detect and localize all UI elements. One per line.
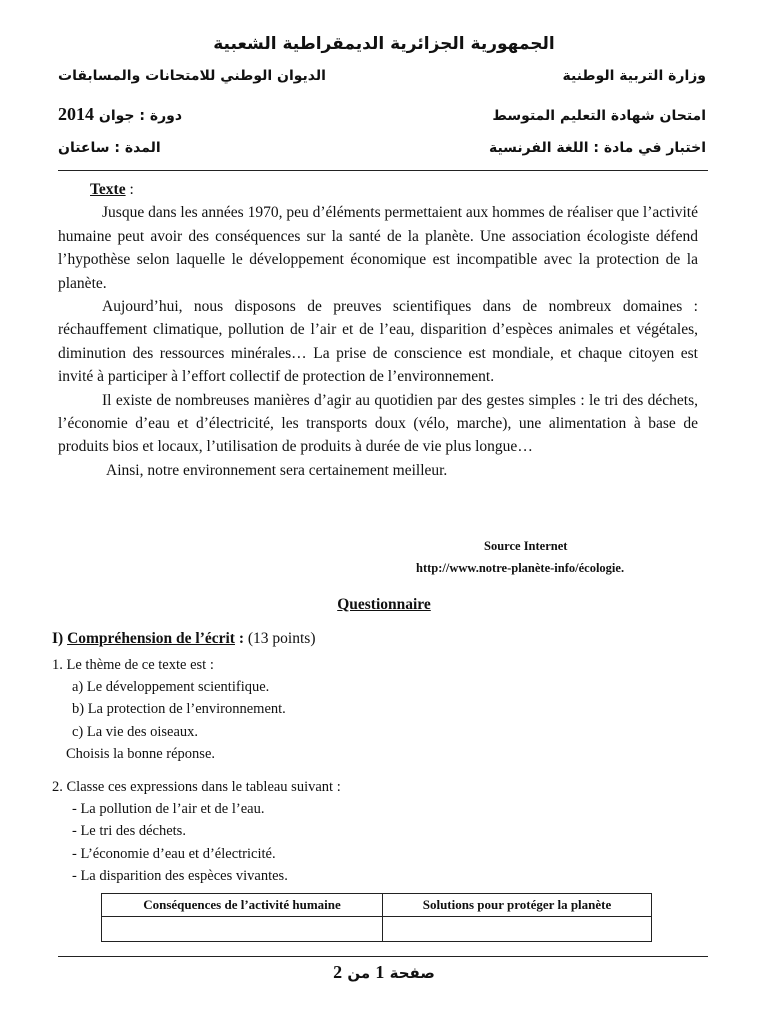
table-header-consequences: Conséquences de l’activité humaine — [102, 894, 383, 917]
header-row-2 — [58, 104, 706, 125]
header-row-1 — [58, 68, 706, 84]
section-1-heading: I) Compréhension de l’écrit : (13 points) — [52, 630, 316, 647]
question-2-item-1: - La pollution de l’air et de l’eau. — [72, 801, 265, 818]
table-cell-solutions — [383, 917, 652, 942]
exam-duration: المدة : ساعتان — [58, 140, 161, 156]
question-1-option-a: a) Le développement scientifique. — [72, 679, 270, 696]
text-paragraph-3: Il existe de nombreuses manières d’agir au quotidien par des gestes simples : le tri des déchets, l’économie d’eau et d’électricité, les transports doux (vélo, marche), une alimentation à base de produits bios et locaux, l’utilisation de produits à durée de vie plus longue… — [58, 391, 698, 456]
questionnaire-title: Questionnaire — [337, 596, 431, 613]
question-2-stem: 2. Classe ces expressions dans le tableau suivant : — [52, 779, 341, 795]
table-row — [102, 917, 652, 942]
source-url: http://www.notre-planète-info/écologie. — [416, 561, 625, 575]
classification-table — [101, 893, 652, 942]
question-2 — [52, 776, 692, 887]
office-name: الديوان الوطني للامتحانات والمسابقات — [58, 68, 326, 84]
republic-heading: الجمهورية الجزائرية الديمقراطية الشعبية — [213, 34, 555, 54]
question-1-option-b: b) La protection de l’environnement. — [72, 701, 286, 718]
footer-divider — [58, 956, 708, 957]
question-1-option-c: c) La vie des oiseaux. — [72, 723, 199, 740]
text-paragraph-1: Jusque dans les années 1970, peu d’éléments permettaient aux hommes de réaliser que l’activité humaine peut avoir des conséquences sur la santé de la planète. Une association écologiste défend l’hypothèse selon laquelle le développement économique est incompatible avec la protection de la planète. — [58, 204, 698, 292]
exam-session — [58, 104, 182, 125]
text-title: Texte : — [90, 181, 134, 198]
table-header-row — [102, 894, 652, 917]
question-1-instruction: Choisis la bonne réponse. — [66, 745, 216, 762]
page-number: صفحة 1 من 2 — [333, 962, 435, 982]
header-row-3 — [58, 140, 706, 156]
source-label: Source Internet — [484, 539, 568, 553]
exam-name: امتحان شهادة التعليم المتوسط — [492, 108, 706, 124]
exam-subject: اختبار في مادة : اللغة الفرنسية — [488, 140, 706, 156]
header-divider — [58, 170, 708, 171]
ministry-name: وزارة التربية الوطنية — [562, 68, 706, 84]
question-2-item-2: - Le tri des déchets. — [72, 823, 186, 840]
table-header-solutions: Solutions pour protéger la planète — [383, 894, 652, 917]
session-label: دورة : جوان — [98, 108, 183, 124]
reading-text — [58, 178, 698, 482]
question-1-stem: 1. Le thème de ce texte est : — [52, 657, 214, 673]
question-2-item-3: - L’économie d’eau et d’électricité. — [72, 845, 276, 862]
question-2-item-4: - La disparition des espèces vivantes. — [72, 867, 288, 884]
session-year: 2014 — [58, 104, 94, 124]
text-paragraph-2: Aujourd’hui, nous disposons de preuves scientifiques dans de nombreux domaines : réchauffement climatique, pollution de l’air et de l’eau, disparition d’espèces animales et végétales, diminution des ressources minérales… La prise de conscience est mondiale, et chaque citoyen est invité à participer à l’effort collectif de protection de l’environnement. — [58, 298, 698, 386]
question-1 — [52, 654, 692, 765]
text-paragraph-4: Ainsi, notre environnement sera certainement meilleur. — [106, 461, 448, 479]
table-cell-consequences — [102, 917, 383, 942]
